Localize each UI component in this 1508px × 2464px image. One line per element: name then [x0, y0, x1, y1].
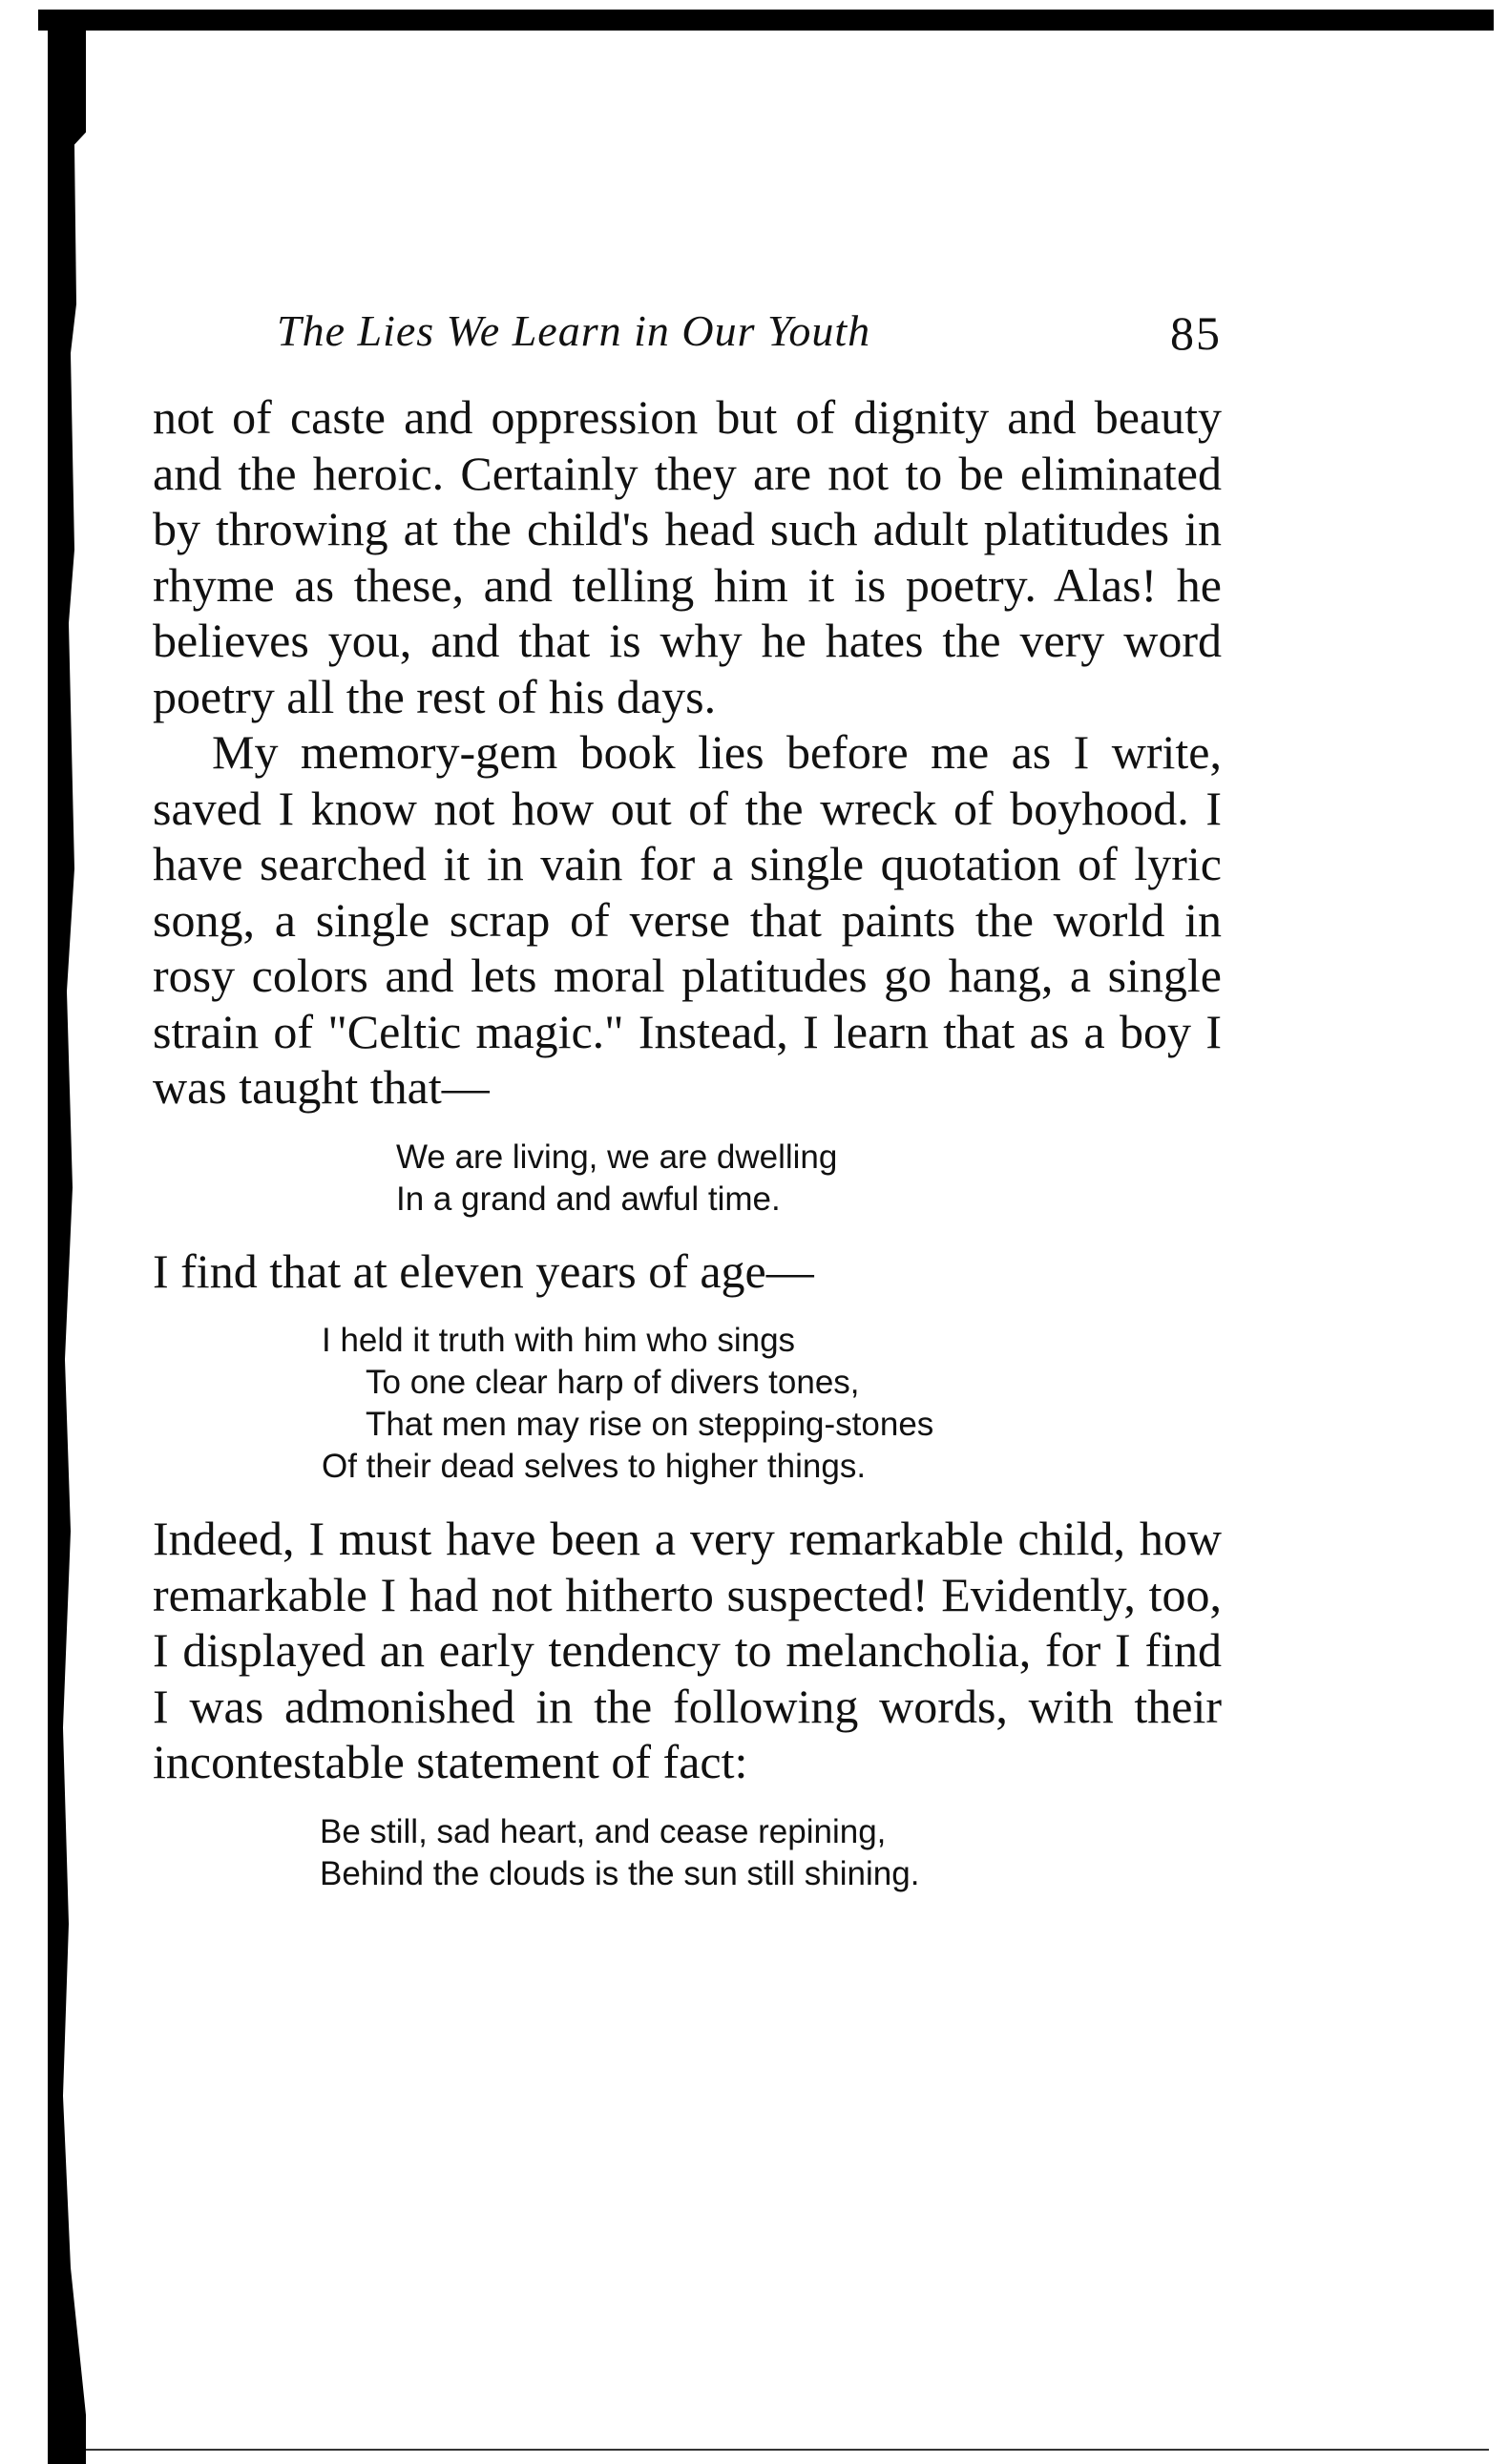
verse-quotation-1 [153, 1137, 1222, 1221]
verse-quotation-3 [153, 1811, 1222, 1895]
paragraph-1: not of caste and oppression but of dignity and beauty and the heroic. Certainly they are not to be eliminated by throwing at the child's head such adult platitudes in rhyme as these, and telling him it is poetry. Alas! he believes you, and that is why he hates the very word poetry all the rest of his days. [153, 390, 1222, 723]
book-page [153, 305, 1222, 1918]
running-head [153, 305, 1222, 372]
paragraph-2: My memory-gem book lies before me as I write, saved I know not how out of the wreck of boyhood. I have searched it in vain for a single quotation of lyric song, a single scrap of verse that paints the world in rosy colors and lets moral platitudes go hang, a single strain of "Celtic magic." Instead, I learn that as a boy I was taught that— [153, 725, 1222, 1114]
scan-border-top [38, 10, 1494, 31]
running-title: The Lies We Learn in Our Youth [277, 306, 871, 355]
scan-border-bottom [86, 2449, 1489, 2451]
verse-line: Of their dead selves to higher things. [322, 1448, 867, 1485]
scan-border-left [48, 10, 86, 2464]
paragraph-3: I find that at eleven years of age— [153, 1243, 814, 1298]
verse-line: That men may rise on stepping-stones [366, 1406, 934, 1443]
verse-line: Be still, sad heart, and cease repining, [320, 1812, 887, 1850]
paragraph-4: Indeed, I must have been a very remarkable child, how remarkable I had not hitherto suspected! Evidently, too, I displayed an early tendency to melancholia, for I find I was admonished in the following words, with their incontestable statement of fact: [153, 1512, 1222, 1788]
verse-line: We are living, we are dwelling [396, 1138, 838, 1176]
verse-line: I held it truth with him who sings [322, 1322, 796, 1359]
verse-line: In a grand and awful time. [396, 1180, 781, 1218]
verse-line: Behind the clouds is the sun still shining. [320, 1854, 920, 1892]
verse-quotation-2 [153, 1320, 1222, 1488]
verse-line: To one clear harp of divers tones, [366, 1364, 860, 1401]
page-number: 85 [1170, 306, 1222, 360]
